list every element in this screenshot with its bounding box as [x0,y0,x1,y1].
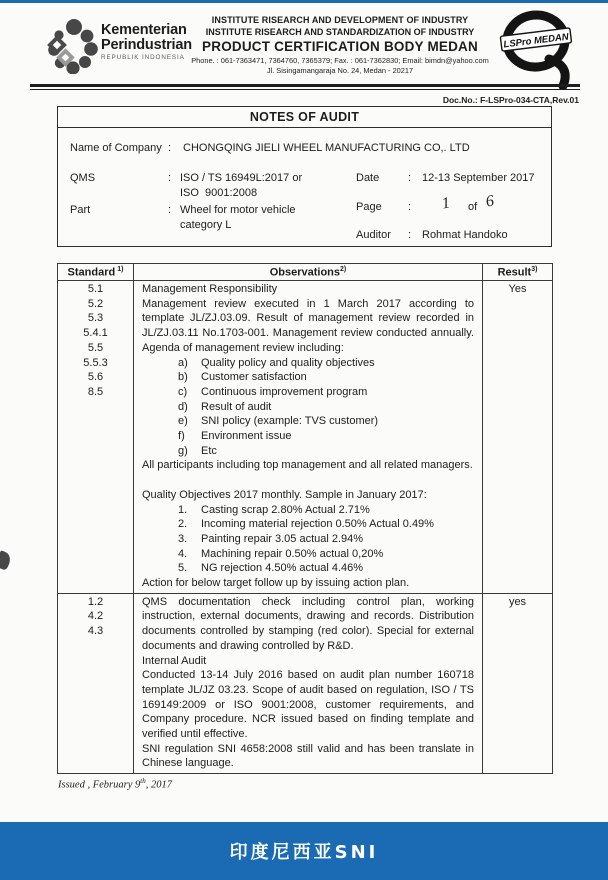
audit-observations-table [57,263,553,774]
org-line1: INSTITUTE RISEARCH AND DEVELOPMENT OF INDUSTRY [211,15,469,25]
list-item: Casting scrap 2.80% Actual 2.71% [201,503,370,516]
observation-text: All participants including top management and all related managers. [142,459,473,472]
scan-artifact-mark [0,550,13,571]
list-item: Machining repair 0.50% actual 0,20% [201,547,384,560]
standard-cell [58,281,134,594]
standard-clause: 4.3 [87,625,104,638]
observations-header-footnote: 2) [340,265,347,273]
ministry-name [101,23,192,61]
observation-text: Action for below target follow up by issuing action plan. [142,577,410,590]
list-item: Result of audit [201,400,272,413]
standard-clause: 5.5 [87,341,104,354]
blank-line [142,473,474,488]
org-line2: INSTITUTE RISEARCH AND STANDARDIZATION OF INDUSTRY [205,27,475,37]
observation-text: Internal Audit [142,654,207,667]
page-colon: : [408,201,412,213]
company-label: Name of Company [70,142,162,154]
numbered-list [142,503,474,577]
standard-clause: 5.6 [87,371,104,384]
observation-text: Conducted 13-14 July 2016 based on audit plan number 160718 template JL/JZ 03.23. Scope of audit based on regulation, ISO / TS 169149:2009 or ISO 9001:2008, customer requirements, and Company procedure. NCR issued based on finding template and verified until effective. [142,669,474,741]
date-value: 12-13 September 2017 [422,172,535,184]
observations-cell [134,281,483,594]
standard-clause: 5.5.3 [83,356,108,369]
bottom-banner [0,822,608,880]
observation-text: Management Responsibility [142,283,278,295]
standard-cell [58,593,134,773]
lspro-q-icon [492,6,584,90]
result-value: Yes [508,283,527,295]
part-value-line1: Wheel for motor vehicle [180,204,296,216]
qms-label: QMS [70,172,96,184]
list-item: Environment issue [201,430,292,443]
list-item: Incoming material rejection 0.50% Actual 0.49% [201,518,434,531]
lspro-logo [492,6,584,95]
organization-heading [180,15,500,75]
header-divider [30,84,580,90]
observation-text: Quality Objectives 2017 monthly. Sample in January 2017: [142,488,427,501]
address-line: Jl. Sisingamangaraja No. 24, Medan - 20217 [266,66,414,75]
standard-clause: 8.5 [87,385,104,398]
issued-suffix: , 2017 [145,779,172,791]
top-blue-strip [0,0,608,3]
result-cell [483,281,553,594]
qms-colon: : [168,172,172,184]
standard-clause: 5.3 [87,312,104,325]
observations-header-text: Observations [269,266,341,279]
page-of-word: of [468,201,478,213]
company-colon: : [168,142,172,154]
auditor-label: Auditor [356,229,391,241]
standard-clause: 4.2 [87,610,104,623]
list-item: Painting repair 3.05 actual 2.94% [201,532,364,545]
observations-column-header [134,264,483,281]
issued-date-line [58,777,172,791]
observations-cell [134,593,483,773]
ministry-line2: Perindustrian [101,36,192,53]
observation-text: SNI regulation SNI 4658:2008 still valid and has been translate in Chinese language. [142,742,474,770]
list-item: NG rejection 4.50% actual 4.46% [201,562,364,575]
standard-clause: 5.1 [87,283,104,295]
banner-text: 印度尼西亚SNI [229,842,379,863]
contact-line: Phone. : 061-7363471, 7364760, 7365379; Fax. : 061-7362830; Email: bimdn@yahoo.com [191,56,489,65]
standard-header-footnote: 1) [117,265,124,273]
notes-of-audit-box [57,106,552,247]
date-label: Date [356,172,380,184]
table-header-row [58,264,553,281]
date-colon: : [408,172,412,184]
doc-number: Doc.No.: F-LSPro-034-CTA,Rev.01 [442,95,579,105]
list-item: SNI policy (example: TVS customer) [201,415,379,428]
part-colon: : [168,204,172,216]
page-label: Page [356,201,382,213]
list-item: Continuous improvement program [201,385,368,398]
org-line3: PRODUCT CERTIFICATION BODY MEDAN [202,39,478,54]
list-item: Customer satisfaction [201,371,307,384]
audit-table-body [58,281,553,774]
lettered-list [142,356,474,459]
ministry-line3: REPUBLIK INDONESIA [101,53,185,61]
list-item: Quality policy and quality objectives [201,356,375,369]
result-header-footnote: 3) [531,265,538,273]
standard-clause: 5.4.1 [83,327,108,340]
audit-table-row [58,593,553,773]
observation-text: QMS documentation check including control plan, working instruction, external documents, drawing and records. Distribution documents controlled by stamping (red color). Special for external documents and drawing controlled by R&D. [142,595,474,652]
auditor-colon: : [408,229,412,241]
standard-clause: 5.2 [87,297,104,310]
part-value-line2: category L [180,219,232,231]
result-cell [483,593,553,773]
issued-prefix: Issued , February 9 [58,779,141,791]
observation-text: Management review executed in 1 March 2017 according to template JL/ZJ.03.09. Result of management review recorded in JL/ZJ.03.11 No.1703-001. Management review conducted annually. Agenda of management review including: [142,297,474,354]
qms-value-line1: ISO / TS 16949L:2017 or [180,172,303,184]
part-label: Part [70,204,91,216]
lspro-logo-text: LSPro MEDAN [502,31,570,51]
result-header-text: Result [497,266,532,279]
issued-ordinal: th [140,777,146,785]
ministry-line1: Kementerian [101,22,187,38]
result-value: yes [508,595,527,608]
letterhead [30,10,580,86]
auditor-value: Rohmat Handoko [422,229,508,241]
ministry-gear-icon [44,16,98,74]
audit-info-fields [58,128,551,246]
audit-table-row [58,281,553,594]
standard-clause: 1.2 [87,595,104,608]
qms-value-line2: ISO 9001:2008 [180,187,258,199]
list-item: Etc [201,444,217,457]
notes-title: NOTES OF AUDIT [58,107,551,128]
standard-column-header [58,264,134,281]
page-total-handwritten: 6 [484,192,496,211]
page-current-handwritten: 1 [440,194,452,213]
result-column-header [483,264,553,281]
standard-header-text: Standard [67,266,116,279]
company-value: CHONGQING JIELI WHEEL MANUFACTURING CO,. LTD [183,142,470,154]
